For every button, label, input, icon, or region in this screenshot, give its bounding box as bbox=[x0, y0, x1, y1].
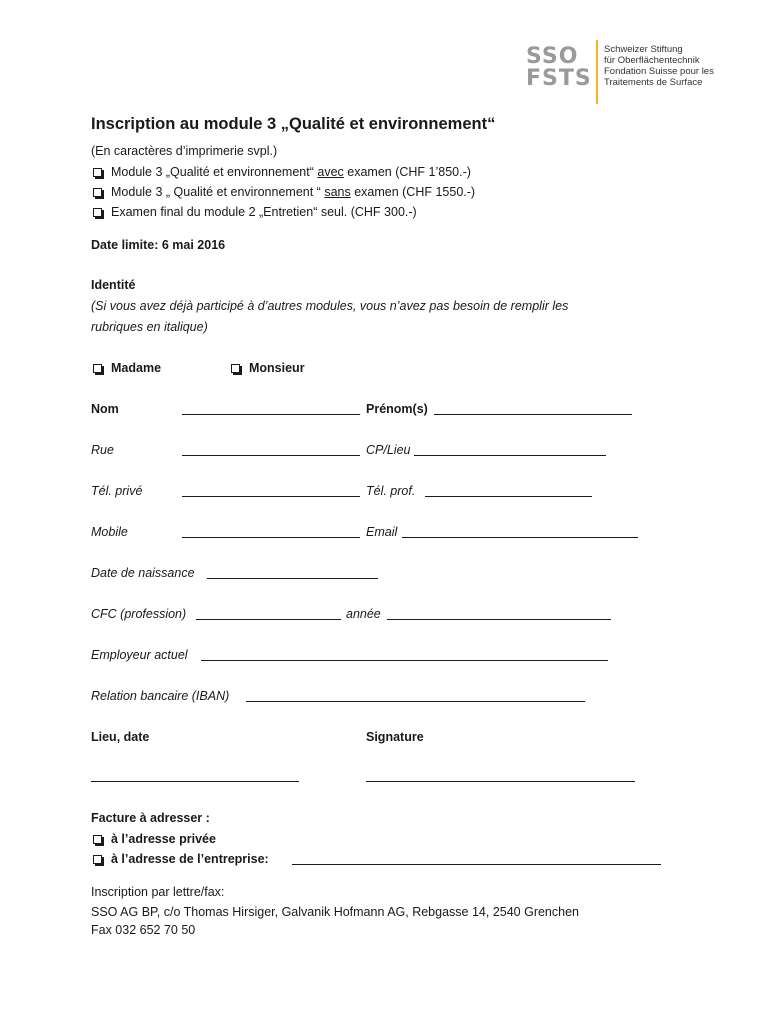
checkbox-invoice-company[interactable] bbox=[93, 851, 269, 867]
identity-heading: Identité bbox=[91, 278, 136, 292]
logo-text-line: Fondation Suisse pour les bbox=[604, 66, 714, 77]
checkbox-label: à l’adresse de l’entreprise: bbox=[111, 852, 269, 866]
checkbox-icon[interactable] bbox=[93, 208, 102, 217]
label-annee: année bbox=[346, 607, 381, 621]
option-text: Examen final du module 2 „Entretien“ seul. (CHF 300.-) bbox=[111, 205, 417, 219]
footer-address: SSO AG BP, c/o Thomas Hirsiger, Galvanik Hofmann AG, Rebgasse 14, 2540 Grenchen bbox=[91, 905, 579, 919]
field-lieu-date[interactable] bbox=[91, 781, 299, 782]
field-rue[interactable] bbox=[182, 455, 360, 456]
checkbox-madame[interactable] bbox=[93, 360, 161, 376]
subtitle: (En caractères d’imprimerie svpl.) bbox=[91, 144, 278, 158]
label-mobile: Mobile bbox=[91, 525, 128, 539]
option-final-exam-module2[interactable] bbox=[93, 204, 417, 220]
label-tel-prive: Tél. privé bbox=[91, 484, 143, 498]
option-text: Module 3 „ Qualité et environnement “ bbox=[111, 185, 325, 199]
field-annee[interactable] bbox=[387, 619, 611, 620]
deadline: Date limite: 6 mai 2016 bbox=[91, 238, 226, 252]
option-text: examen (CHF 1550.-) bbox=[350, 185, 476, 199]
checkbox-icon[interactable] bbox=[93, 835, 102, 844]
field-tel-prof[interactable] bbox=[425, 496, 592, 497]
field-signature[interactable] bbox=[366, 781, 635, 782]
logo-mark-line1: SSO bbox=[526, 44, 579, 69]
identity-note-line2: rubriques en italique) bbox=[91, 320, 208, 334]
field-iban[interactable] bbox=[246, 701, 585, 702]
label-rue: Rue bbox=[91, 443, 114, 457]
checkbox-monsieur[interactable] bbox=[231, 360, 305, 376]
field-cfc[interactable] bbox=[196, 619, 341, 620]
logo-mark-line2: FSTS bbox=[526, 66, 592, 91]
option-text-underlined: avec bbox=[317, 165, 344, 179]
checkbox-label: Madame bbox=[111, 361, 162, 375]
logo-text-line: für Oberflächentechnik bbox=[604, 55, 700, 66]
option-module3-without-exam[interactable] bbox=[93, 184, 475, 200]
checkbox-label: Monsieur bbox=[249, 361, 305, 375]
field-tel-prive[interactable] bbox=[182, 496, 360, 497]
label-nom: Nom bbox=[91, 402, 119, 416]
label-tel-prof: Tél. prof. bbox=[366, 484, 416, 498]
checkbox-icon[interactable] bbox=[93, 168, 102, 177]
field-nom[interactable] bbox=[182, 414, 360, 415]
label-signature: Signature bbox=[366, 730, 424, 744]
footer-fax: Fax 032 652 70 50 bbox=[91, 923, 196, 937]
field-cp-lieu[interactable] bbox=[414, 455, 606, 456]
label-prenom: Prénom(s) bbox=[366, 402, 428, 416]
checkbox-icon[interactable] bbox=[93, 364, 102, 373]
checkbox-label: à l’adresse privée bbox=[111, 832, 216, 846]
field-company-address[interactable] bbox=[292, 864, 661, 865]
checkbox-invoice-private[interactable] bbox=[93, 831, 216, 847]
checkbox-icon[interactable] bbox=[231, 364, 240, 373]
logo-text-line: Schweizer Stiftung bbox=[604, 44, 683, 55]
field-date-naissance[interactable] bbox=[207, 578, 378, 579]
label-date-naissance: Date de naissance bbox=[91, 566, 195, 580]
label-cfc: CFC (profession) bbox=[91, 607, 187, 621]
label-cp-lieu: CP/Lieu bbox=[366, 443, 411, 457]
label-email: Email bbox=[366, 525, 398, 539]
option-module3-with-exam[interactable] bbox=[93, 164, 471, 180]
checkbox-icon[interactable] bbox=[93, 855, 102, 864]
option-text: examen (CHF 1’850.-) bbox=[343, 165, 471, 179]
checkbox-icon[interactable] bbox=[93, 188, 102, 197]
invoice-heading: Facture à adresser : bbox=[91, 811, 210, 825]
option-text-underlined: sans bbox=[324, 185, 351, 199]
label-employeur: Employeur actuel bbox=[91, 648, 188, 662]
field-employeur[interactable] bbox=[201, 660, 608, 661]
field-email[interactable] bbox=[402, 537, 638, 538]
logo-mark bbox=[526, 46, 590, 90]
page-title: Inscription au module 3 „Qualité et environnement“ bbox=[91, 115, 496, 133]
logo-divider bbox=[596, 40, 598, 104]
field-mobile[interactable] bbox=[182, 537, 360, 538]
label-iban: Relation bancaire (IBAN) bbox=[91, 689, 230, 703]
identity-note-line1: (Si vous avez déjà participé à d’autres modules, vous n’avez pas besoin de remplir les bbox=[91, 299, 569, 313]
logo-text-line: Traitements de Surface bbox=[604, 77, 703, 88]
field-prenom[interactable] bbox=[434, 414, 632, 415]
option-text: Module 3 „Qualité et environnement“ bbox=[111, 165, 318, 179]
logo-text bbox=[604, 44, 714, 88]
sso-fsts-logo bbox=[526, 40, 756, 108]
label-lieu-date: Lieu, date bbox=[91, 730, 150, 744]
footer-line1: Inscription par lettre/fax: bbox=[91, 885, 225, 899]
